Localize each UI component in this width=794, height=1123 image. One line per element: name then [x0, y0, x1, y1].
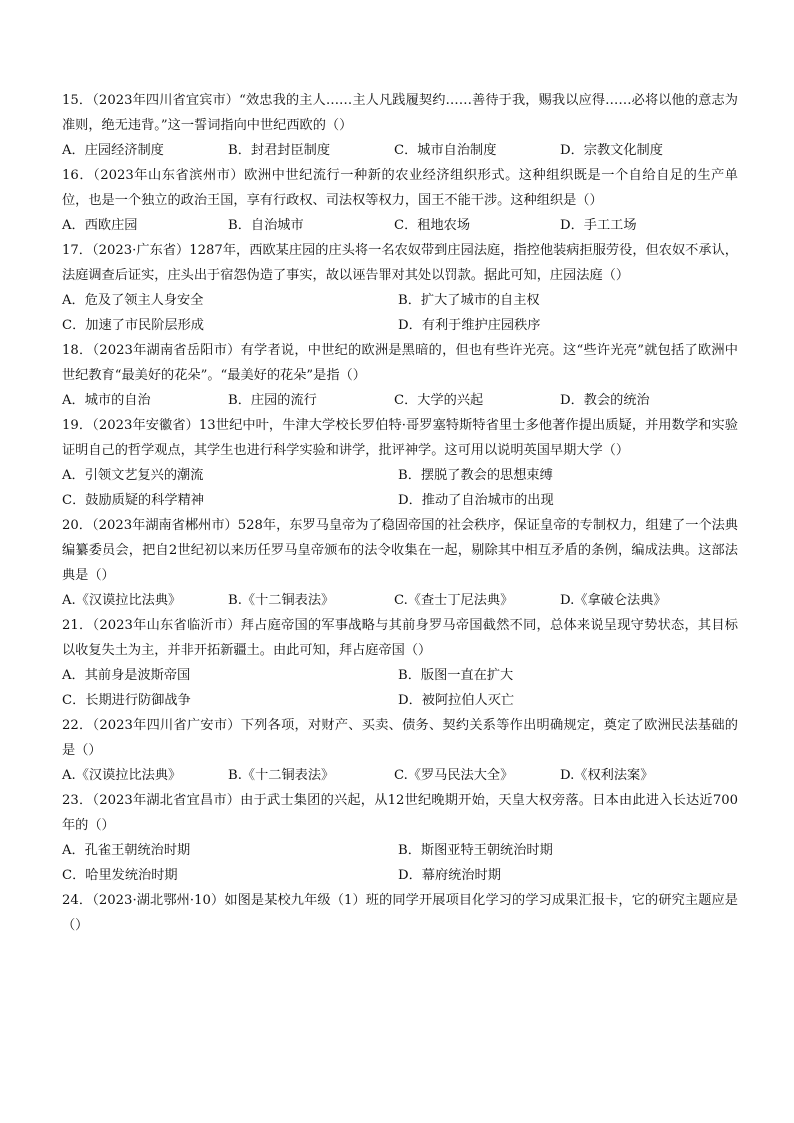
answer-option: B.《十二铜表法》: [228, 593, 335, 608]
question-stem: 20．（2023年湖南省郴州市）528年，东罗马皇帝为了稳固帝国的社会秩序，保证皇帝的专制权力，组建了一个法典编纂委员会，把自2世纪初以来历任罗马皇帝颁布的法令收集在一起，剔除其中相互矛盾的条例，编成法典。这部法典是（）: [62, 518, 738, 583]
answer-option: A．庄园经济制度: [62, 143, 164, 158]
option-row: [62, 138, 738, 163]
answer-option: C．鼓励质疑的科学精神: [62, 493, 204, 508]
answer-option: B．庄园的流行: [228, 393, 317, 408]
question-block: [62, 238, 738, 338]
answer-option: A.《汉谟拉比法典》: [62, 593, 182, 608]
answer-option: D．被阿拉伯人灭亡: [398, 693, 515, 708]
option-row: [62, 488, 738, 513]
question-stem: 19．（2023年安徽省）13世纪中叶，牛津大学校长罗伯特·哥罗塞特斯特省里士多他著作提出质疑，并用数学和实验证明自己的哲学观点，其学生也进行科学实验和讲学，批评神学。这可用以说明英国早期大学（）: [62, 418, 738, 458]
answer-option: D．推动了自治城市的出现: [398, 493, 554, 508]
question-block: [62, 163, 738, 238]
option-row: [62, 313, 738, 338]
answer-option: C．租地农场: [394, 218, 471, 233]
question-list: [62, 88, 738, 938]
answer-option: D．手工工场: [560, 218, 637, 233]
question-stem: 15．（2023年四川省宜宾市）“效忠我的主人……主人凡践履契约……善待于我，赐我以应得……必将以他的意志为准则，绝无违背。”这一誓词指向中世纪西欧的（）: [62, 93, 738, 133]
answer-option: B．摆脱了教会的思想束缚: [398, 468, 553, 483]
question-block: [62, 713, 738, 788]
answer-option: A．危及了领主人身安全: [62, 293, 204, 308]
option-row: [62, 288, 738, 313]
question-stem: 24．（2023·湖北鄂州·10）如图是某校九年级（1）班的同学开展项目化学习的学习成果汇报卡，它的研究主题应是（）: [62, 893, 738, 933]
answer-option: C．长期进行防御战争: [62, 693, 191, 708]
answer-option: B．扩大了城市的自主权: [398, 293, 540, 308]
option-row: [62, 663, 738, 688]
answer-option: A．西欧庄园: [62, 218, 138, 233]
question-stem: 17．（2023·广东省）1287年，西欧某庄园的庄头将一名农奴带到庄园法庭，指控他装病拒服劳役，但农奴不承认，法庭调查后证实，庄头出于宿怨伪造了事实，故以诬告罪对其处以罚款。据此可知，庄园法庭（）: [62, 243, 738, 283]
answer-option: D．幕府统治时期: [398, 868, 501, 883]
option-row: [62, 388, 738, 413]
question-block: [62, 788, 738, 888]
answer-option: D．有利于维护庄园秩序: [398, 318, 541, 333]
answer-option: A．其前身是波斯帝国: [62, 668, 191, 683]
answer-option: C．加速了市民阶层形成: [62, 318, 204, 333]
option-row: [62, 588, 738, 613]
question-block: [62, 888, 738, 938]
question-block: [62, 338, 738, 413]
answer-option: A．孔雀王朝统治时期: [62, 843, 191, 858]
answer-option: C．大学的兴起: [394, 393, 484, 408]
question-stem: 23．（2023年湖北省宜昌市）由于武士集团的兴起，从12世纪晚期开始，天皇大权旁落。日本由此进入长达近700年的（）: [62, 793, 738, 833]
answer-option: B．封君封臣制度: [228, 143, 331, 158]
option-row: [62, 763, 738, 788]
question-stem: 18．（2023年湖南省岳阳市）有学者说，中世纪的欧洲是黑暗的，但也有些许光亮。这“些许光亮”就包括了欧洲中世纪教育“最美好的花朵”。“最美好的花朵”是指（）: [62, 343, 738, 383]
question-block: [62, 88, 738, 163]
question-stem: 16．（2023年山东省滨州市）欧洲中世纪流行一种新的农业经济组织形式。这种组织既是一个自给自足的生产单位，也是一个独立的政治王国，享有行政权、司法权等权力，国王不能干涉。这种组织是（）: [62, 168, 738, 208]
answer-option: B.《十二铜表法》: [228, 768, 335, 783]
option-row: [62, 863, 738, 888]
answer-option: B．自治城市: [228, 218, 304, 233]
answer-option: D.《权利法案》: [560, 768, 654, 783]
question-block: [62, 513, 738, 613]
answer-option: C.《罗马民法大全》: [394, 768, 514, 783]
question-block: [62, 613, 738, 713]
answer-option: D．教会的统治: [560, 393, 650, 408]
answer-option: C．哈里发统治时期: [62, 868, 178, 883]
answer-option: A．引领文艺复兴的潮流: [62, 468, 204, 483]
option-row: [62, 838, 738, 863]
answer-option: C.《查士丁尼法典》: [394, 593, 514, 608]
answer-option: A.《汉谟拉比法典》: [62, 768, 182, 783]
question-stem: 21．（2023年山东省临沂市）拜占庭帝国的军事战略与其前身罗马帝国截然不同，总体来说呈现守势状态，其目标以收复失土为主，并非开拓新疆土。由此可知，拜占庭帝国（）: [62, 618, 738, 658]
answer-option: B．版图一直在扩大: [398, 668, 514, 683]
answer-option: D．宗教文化制度: [560, 143, 663, 158]
answer-option: D.《拿破仑法典》: [560, 593, 667, 608]
answer-option: B．斯图亚特王朝统治时期: [398, 843, 553, 858]
option-row: [62, 463, 738, 488]
question-stem: 22．（2023年四川省广安市）下列各项，对财产、买卖、债务、契约关系等作出明确规定，奠定了欧洲民法基础的是（）: [62, 718, 738, 758]
answer-option: A．城市的自治: [62, 393, 151, 408]
option-row: [62, 213, 738, 238]
option-row: [62, 688, 738, 713]
answer-option: C．城市自治制度: [394, 143, 497, 158]
question-block: [62, 413, 738, 513]
